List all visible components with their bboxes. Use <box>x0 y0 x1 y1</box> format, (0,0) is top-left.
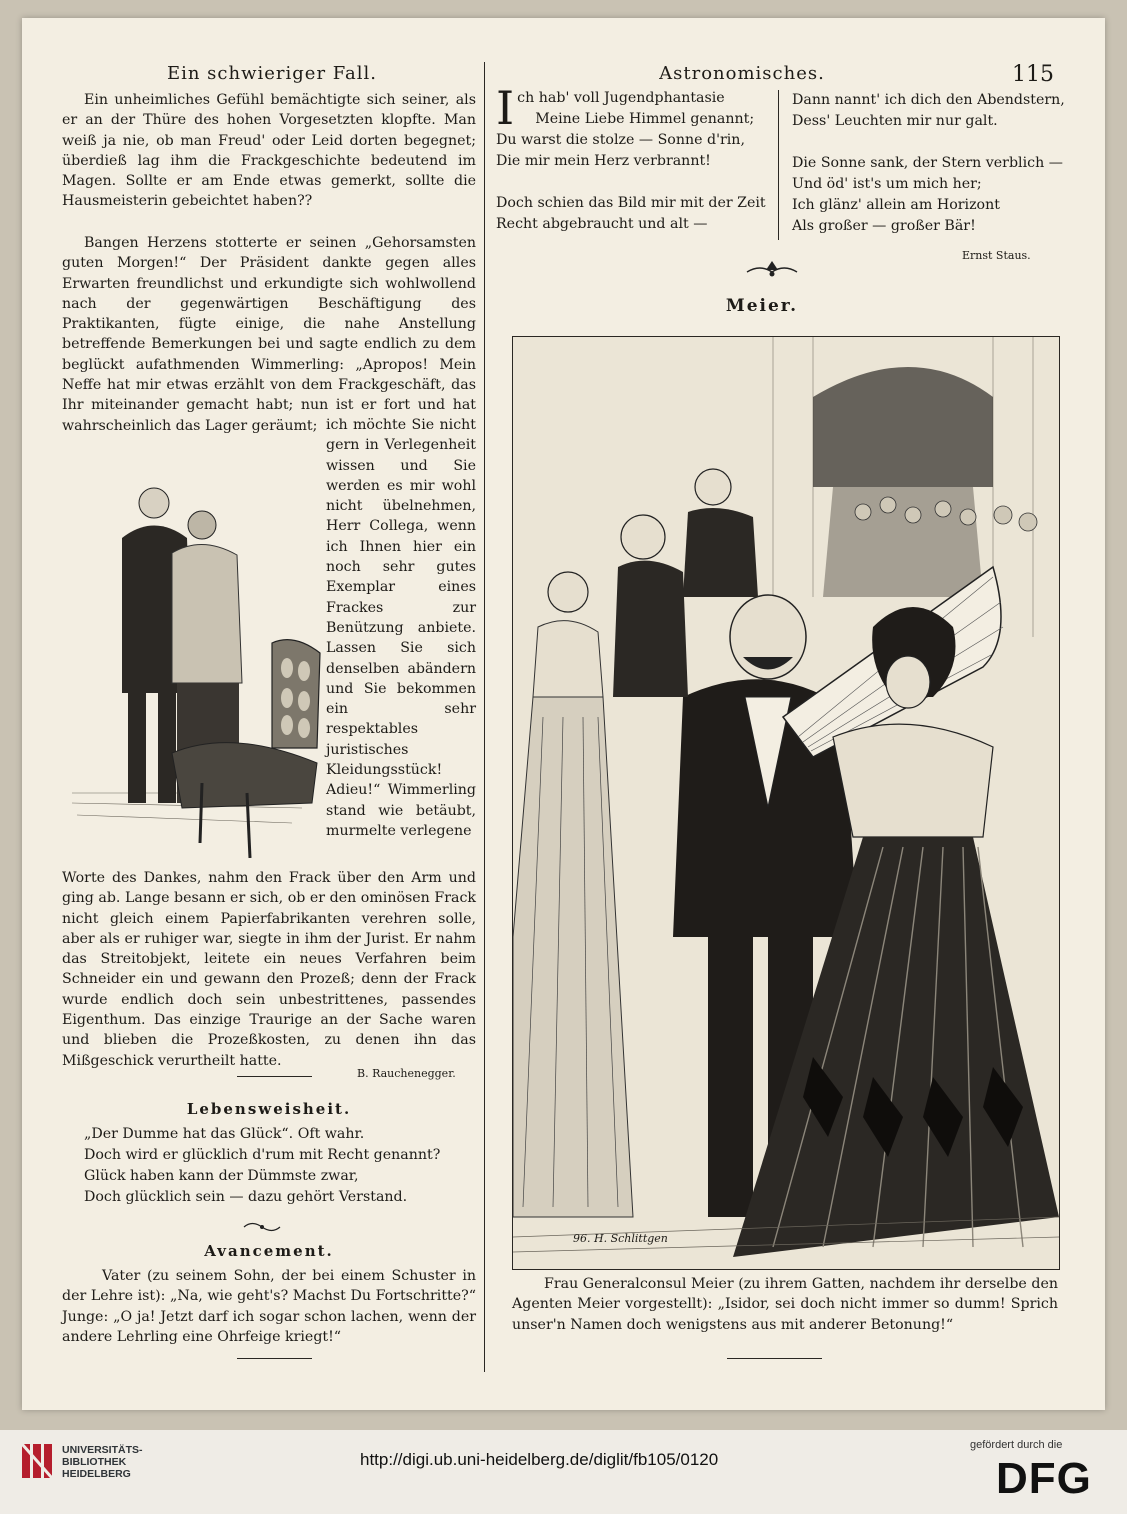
poem-signature: Ernst Staus. <box>962 249 1031 262</box>
source-url-link[interactable]: http://digi.ub.uni-heidelberg.de/diglit/fb105/0120 <box>360 1450 719 1469</box>
library-name <box>62 1444 143 1480</box>
drop-cap: I <box>496 81 515 135</box>
story-paragraph-1: Ein unheimliches Gefühl bemächtigte sich seiner, als er an der Thüre des hohen Vorgesetzten klopfte. Man weiß ja nie, ob man Freud' oder Leid dorten begegnet; überdieß lag ihm die Frackgeschichte bedeutend im Magen. Sollte er am Ende etwas gemerkt, sollte die Hausmeisterin gebeichtet haben?? <box>62 92 476 210</box>
library-name-line-1: UNIVERSITÄTS- <box>62 1444 143 1456</box>
separator-line <box>237 1076 312 1077</box>
illustration-caption: Frau Generalconsul Meier (zu ihrem Gatten, nachdem ihr derselbe den Agenten Meier vorgestellt): „Isidor, sei doch nicht immer so dumm! Sprich unser'n Namen doch wenigstens aus mit anderer Betonung!“ <box>512 1276 1058 1333</box>
footer-bar <box>0 1430 1127 1514</box>
funding-note: gefördert durch die <box>970 1439 1063 1451</box>
story-paragraph-3: Worte des Dankes, nahm den Frack über den Arm und ging ab. Lange besann er sich, ob er den ominösen Frack nicht gleich einem Papierfabrikanten verehren solle, aber als er ruhiger war, siegte in ihm der Jurist. Er nahm das Streitobjekt, leitete ein neues Verfahren beim Schneider ein und gewann den Prozeß; denn der Frack wurde endlich doch sein unbestrittenes, passendes Eigenthum. Das einzige Traurige an der Sache waren und blieben die Prozeßkosten, zu denen ihn das Mißgeschick verurtheilt hatte. <box>62 870 476 1069</box>
dfg-logo: DFG <box>996 1454 1092 1503</box>
illustration-title: Meier. <box>725 296 799 316</box>
poem-divider <box>778 90 779 240</box>
section-title-avancement: Avancement. <box>204 1242 334 1260</box>
column-divider <box>484 62 485 1372</box>
document-page <box>22 18 1105 1410</box>
poem-astronomisches-right: Dann nannt' ich dich den Abendstern, Dess' Leuchten mir nur galt. Die Sonne sank, der Stern verblich — Und öd' ist's um mich her; Ich glänz' allein am Horizont Als großer — großer Bär! <box>792 92 1065 234</box>
story-signature: B. Rauchenegger. <box>357 1067 456 1080</box>
university-logo-icon <box>22 1444 56 1478</box>
story-paragraph-2-narrow: ich möchte Sie nicht gern in Verlegenheit wissen und Sie werden es mir wohl nicht übelnehmen, Herr Collega, wenn ich Ihnen hier ein noch sehr gutes Exemplar eines Frackes zur Benützung anbiete. Lassen Sie sich denselben abändern und Sie bekommen ein sehr respektables juristisches Kleidungsstück! Adieu!“ Wimmerling stand wie betäubt, murmelte verlegene <box>326 417 476 839</box>
separator-line-2 <box>237 1358 312 1359</box>
poem-lebensweisheit: „Der Dumme hat das Glück“. Oft wahr. Doch wird er glücklich d'rum mit Recht genannt? Glück haben kann der Dümmste zwar, Doch glücklich sein — dazu gehört Verstand. <box>84 1126 441 1205</box>
library-name-line-3: HEIDELBERG <box>62 1468 131 1480</box>
separator-line-3 <box>727 1358 822 1359</box>
poem-astronomisches-left-text: ch hab' voll Jugendphantasie Meine Liebe Himmel genannt; Du warst die stolze — Sonne d'rin, Die mir mein Herz verbrannt! Doch schien das Bild mir mit der Zeit Recht abgebraucht und alt — <box>496 90 766 232</box>
illustration-ballroom-drawing <box>513 337 1059 1269</box>
artist-signature: 96. H. Schlittgen <box>573 1232 668 1245</box>
illustration-ballroom <box>512 336 1060 1270</box>
avancement-text: Vater (zu seinem Sohn, der bei einem Schuster in der Lehre ist): „Na, wie geht's? Machst Du Fortschritte?“ Junge: „O ja! Jetzt darf ich sogar schon lachen, wenn der andere Lehrling eine Ohrfeige kriegt!“ <box>62 1268 476 1345</box>
ornament-flourish <box>242 1220 282 1234</box>
ornament-crown <box>742 258 802 280</box>
page-number: 115 <box>1012 62 1054 87</box>
section-title-lebensweisheit: Lebensweisheit. <box>186 1100 352 1118</box>
poem-astronomisches-left <box>496 81 776 235</box>
library-name-line-2: BIBLIOTHEK <box>62 1456 127 1468</box>
story-paragraph-2: Bangen Herzens stotterte er seinen „Gehorsamsten guten Morgen!“ Der Präsident dankte gegen alles Erwarten freundlichst und erkundigte sich wohlwollend nach der gegenwärtigen Beschäftigung des Praktikanten, fügte einige, die nahe Anstellung betreffende Bemerkungen bei und sagte endlich zu dem beglückt aufathmenden Wimmerling: „Apropos! Mein Neffe hat mir etwas erzählt von dem Frackgeschäft, das Ihr miteinander gemacht habt; nun ist er fort und hat wahrscheinlich das Lager geräumt; <box>62 235 476 434</box>
illustration-two-men <box>62 463 322 858</box>
poem-title: Astronomisches. <box>659 63 825 84</box>
story-title: Ein schwieriger Fall. <box>166 63 378 84</box>
